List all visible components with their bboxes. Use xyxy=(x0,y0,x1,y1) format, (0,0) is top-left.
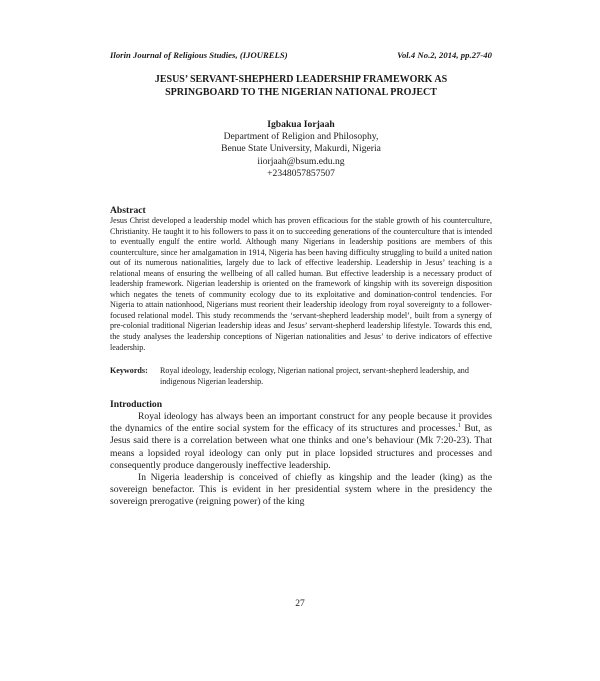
introduction-heading: Introduction xyxy=(110,399,163,411)
footnote-marker: 1 xyxy=(457,423,461,430)
author-block xyxy=(110,119,492,180)
title-line-2: SPRINGBOARD TO THE NIGERIAN NATIONAL PROJECT xyxy=(165,86,437,98)
keywords-text: Royal ideology, leadership ecology, Nigerian national project, servant-shepherd leadership, and indigenous Nigerian leadership. xyxy=(160,366,469,386)
page-number: 27 xyxy=(295,598,305,609)
keywords-label: Keywords: xyxy=(110,366,148,376)
keywords xyxy=(110,366,492,387)
introduction-paragraph-1 xyxy=(110,411,492,471)
author-name: Igbakua Iorjaah xyxy=(267,119,335,130)
abstract-heading: Abstract xyxy=(110,205,146,217)
author-phone: +2348057857507 xyxy=(267,167,335,179)
paper-title xyxy=(110,74,492,99)
author-department: Department of Religion and Philosophy, xyxy=(223,131,379,143)
author-email: iiorjaah@bsum.edu.ng xyxy=(257,155,345,167)
paragraph-1-part-2: But, as Jesus said there is a correlation between what one thinks and one’s behaviour (Mk 7:20-23). That means a lopsided royal ideology can only put in place lopsided structures and processes and consequently produce dangerously ineffective leadership. xyxy=(110,423,492,471)
volume-pages: Vol.4 No.2, 2014, pp.27-40 xyxy=(397,50,492,60)
page-body xyxy=(110,50,492,508)
journal-name: Ilorin Journal of Religious Studies, (IJOURELS) xyxy=(110,50,288,60)
running-head xyxy=(110,50,492,61)
abstract-text: Jesus Christ developed a leadership model which has proven efficacious for the stable growth of his counterculture, Christianity. He taught it to his followers to pass it on to succeeding generations of the counterculture that is intended to eventually engulf the entire world. Although many Nigerians in leadership positions are members of this counterculture, since her amalgamation in 1914, Nigeria has been having difficulty struggling to build a united nation out of its numerous nationalities, largely due to lack of effective leadership. Leadership in Jesus’ teaching is a relational means of ensuring the wellbeing of all called human. But effective leadership is a necessary product of leadership framework. Nigerian leadership is oriented on the framework of kingship with its sovereign disposition which negates the tenets of community ecology due to its exploitative and domination-control tendencies. For Nigeria to attain nationhood, Nigerians must reorient their leadership ideology from royal sovereignty to a follower-focused relational model. This study recommends the ‘servant-shepherd leadership model’, built from a synergy of pre-colonial traditional Nigerian leadership ideas and Jesus’ servant-shepherd leadership lifestyle. Towards this end, the study analyses the leadership conceptions of Nigerian nationalities and Jesus’ to derive indicators of effective leadership. xyxy=(110,216,492,352)
paragraph-1-part-1: Royal ideology has always been an important construct for any people because it provides the dynamics of the entire social system for the efficacy of its structures and processes. xyxy=(110,411,492,435)
author-university: Benue State University, Makurdi, Nigeria xyxy=(221,143,381,155)
introduction-paragraph-2: In Nigeria leadership is conceived of chiefly as kingship and the leader (king) as the sovereign benefactor. This is evident in her presidential system where in the presidency the sovereign prerogative (reigning power) of the king xyxy=(110,471,492,507)
title-line-1: JESUS’ SERVANT-SHEPHERD LEADERSHIP FRAMEWORK AS xyxy=(154,74,448,85)
